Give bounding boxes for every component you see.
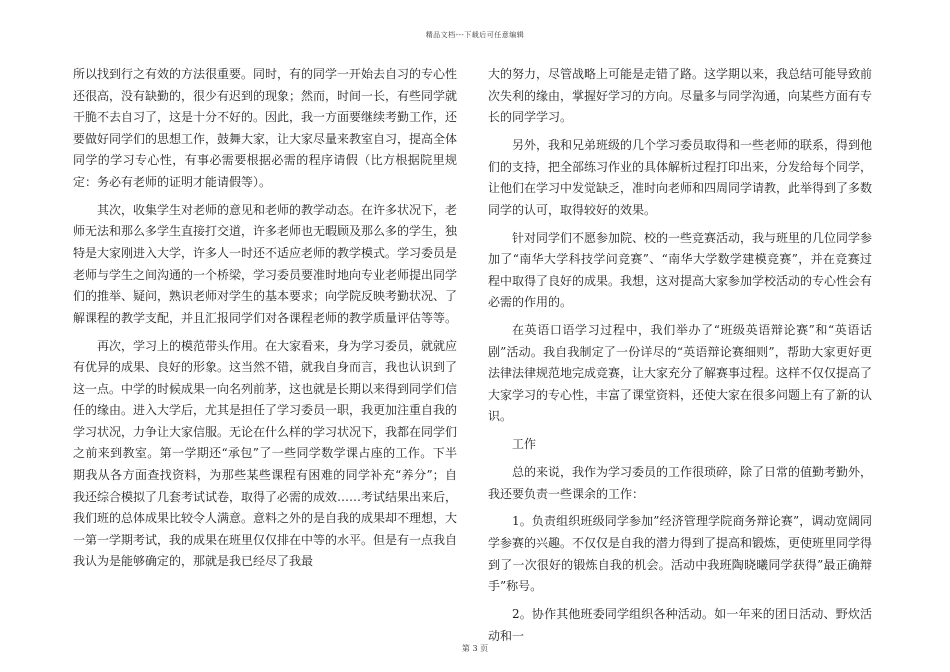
- right-paragraph-1: 大的努力，尽管战略上可能是走错了路。这学期以来，我总结可能导致前次失利的缘由，掌握好学习的方向。尽量多与同学沟通，向某些方面有专长的同学学习。: [488, 67, 873, 125]
- header-note: 精品文档---下载后可任意编辑: [425, 31, 525, 39]
- right-paragraph-7: 1。负责组织班级同学参加”经济管理学院商务辩论赛”，调动宽阔同学参赛的兴趣。不仅仅是自我的潜力得到了提高和锻炼，更使班里同学得到了一次很好的锻炼自我的机会。活动中我班陶晓曦同学获得”最正确辩手”称号。: [488, 514, 873, 594]
- left-column: [73, 64, 457, 579]
- section-heading-work: 工作: [512, 437, 537, 452]
- right-column: [488, 64, 872, 653]
- right-paragraph-6: 总的来说，我作为学习委员的工作很琐碎，除了日常的值勤考勤外，我还要负责一些课余的工作：: [488, 465, 873, 501]
- right-paragraph-4: 在英语口语学习过程中，我们举办了“班级英语辩论赛”和“英语话剧”活动。我自我制定了一份详尽的“英语辩论赛细则”，帮助大家更好更法律法律规范地完成竞赛，让大家充分了解赛事过程。这样不仅仅提高了大家学习的专心性，丰富了课堂资料，还使大家在很多问题上有了新的认识。: [488, 323, 873, 424]
- right-paragraph-2: 另外，我和兄弟班级的几个学习委员取得和一些老师的联系，得到他们的支持，把全部练习作业的具体解析过程打印出来，分发给每个同学，让他们在学习中发觉缺乏，准时向老师和四周同学请教，此举得到了多数同学的认可，取得较好的效果。: [488, 137, 873, 217]
- left-paragraph-2: 其次，收集学生对老师的意见和老师的教学动态。在许多状况下，老师无法和那么多学生直接打交道，许多老师也无暇顾及那么多的学生，独特是大家刚进入大学，许多人一时还不适应老师的教学模式。学习委员是老师与学生之间沟通的一个桥梁，学习委员要准时地向专业老师提出同学们的推举、疑问，熟识老师对学生的基本要求；向学院反映考勤状况、了解课程的教学支配，并且汇报同学们对各课程老师的教学质量评估等等。: [73, 202, 458, 325]
- page-number: 第 3 页: [461, 644, 489, 653]
- left-paragraph-1: 所以找到行之有效的方法很重要。同时，有的同学一开始去自习的专心性还很高，没有缺勤的，很少有迟到的现象；然而，时间一长，有些同学就干脆不去自习了，这是十分不好的。因此，我一方面要继续考勤工作，还要做好同学们的思想工作，鼓舞大家，让大家尽量来教室自习，提高全体同学的学习专心性，有事必需要根据必需的程序请假（比方根据院里规定：务必有老师的证明才能请假等）。: [73, 67, 458, 189]
- left-paragraph-3: 再次，学习上的模范带头作用。在大家看来，身为学习委员，就就应有优异的成果、良好的形象。这当然不错，就我自身而言，我也认识到了这一点。中学的时候成果一向名列前茅，这也就是长期以来得到同学们信任的缘由。进入大学后，尤其是担任了学习委员一职，我更加注重自我的学习状况，力争让大家信服。无论在什么样的学习状况下，我都在同学们之前来到教室。第一学期还“承包”了一些同学数学课占座的工作。下半期我从各方面查找资料，为那些某些课程有困难的同学补充“养分”；自我还综合模拟了几套考试试卷，取得了必需的成效……考试结果出来后，我们班的总体成果比较令人满意。意料之外的是自我的成果却不理想，大一第一学期考试，我的成果在班里仅仅排在中等的水平。但是有一点我自我认为是能够确定的，那就是我已经尽了我最: [73, 338, 458, 569]
- right-paragraph-3: 针对同学们不愿参加院、校的一些竞赛活动，我与班里的几位同学参加了“南华大学科技学问竞赛”、“南华大学数学建模竞赛”，并在竞赛过程中取得了良好的成果。我想，这对提高大家参加学校活动的专心性会有必需的作用的。: [488, 230, 873, 310]
- right-paragraph-8: 2。协作其他班委同学组织各种活动。如一年来的团日活动、野炊活动和一: [488, 606, 872, 643]
